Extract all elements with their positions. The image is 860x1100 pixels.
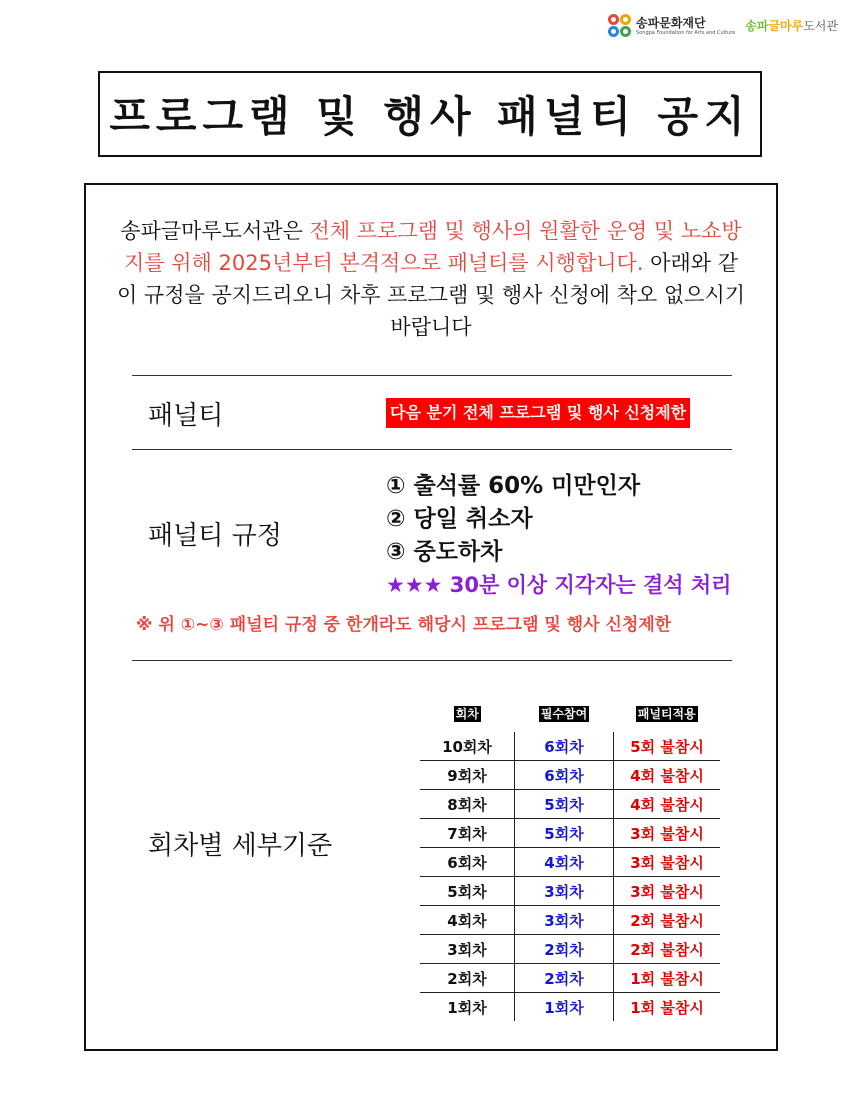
library-logo — [745, 20, 838, 32]
criteria-header-required: 필수참여 — [540, 707, 588, 721]
page-title: 프로그램 및 행사 패널티 공지 — [109, 92, 751, 141]
table-row — [420, 935, 720, 964]
foundation-knot-icon — [608, 14, 632, 38]
late-arrival-note: ★★★ 30분 이상 지각자는 결석 처리 — [386, 573, 732, 597]
required-cell: 4회차 — [515, 848, 614, 877]
session-cell: 2회차 — [420, 964, 515, 993]
rules-label: 패널티 규정 — [148, 521, 282, 551]
required-cell: 1회차 — [515, 993, 614, 1022]
session-cell: 5회차 — [420, 877, 515, 906]
session-cell: 7회차 — [420, 819, 515, 848]
penalty-cell: 3회 불참시 — [614, 848, 721, 877]
session-cell: 9회차 — [420, 761, 515, 790]
notice-content-box — [84, 183, 778, 1051]
table-row — [420, 993, 720, 1022]
rule-item: ③ 중도하차 — [386, 539, 503, 565]
divider — [132, 449, 732, 450]
session-cell: 10회차 — [442, 737, 492, 756]
table-row — [420, 761, 720, 790]
rule-item: ② 당일 취소자 — [386, 506, 533, 532]
library-name-part2: 글마루 — [768, 19, 804, 33]
required-cell: 2회차 — [515, 935, 614, 964]
intro-paragraph — [116, 215, 746, 343]
rules-footnote: ※ 위 ①~③ 패널티 규정 중 한개라도 해당시 프로그램 및 행사 신청제한 — [136, 615, 672, 635]
table-row — [420, 964, 720, 993]
required-cell: 6회차 — [515, 732, 614, 761]
required-cell: 6회차 — [515, 761, 614, 790]
table-row — [420, 732, 720, 761]
penalty-cell: 3회 불참시 — [614, 819, 721, 848]
divider — [132, 375, 732, 376]
required-cell: 5회차 — [515, 790, 614, 819]
criteria-table — [420, 703, 720, 1021]
library-name-part3: 도서관 — [803, 19, 838, 33]
intro-text-highlight: 전체 프로그램 및 행사의 원활한 운영 및 노쇼방지를 위해 2025년부터 본격적으로 패널티를 시행합니다. — [124, 219, 742, 275]
penalty-cell: 5회 불참시 — [614, 732, 721, 761]
foundation-name: 송파문화재단 — [636, 15, 706, 30]
penalty-cell: 1회 불참시 — [614, 993, 721, 1022]
penalty-cell: 2회 불참시 — [614, 906, 721, 935]
penalty-value-badge: 다음 분기 전체 프로그램 및 행사 신청제한 — [386, 398, 690, 428]
penalty-cell: 3회 불참시 — [614, 877, 721, 906]
foundation-subtitle: Songpa Foundation for Arts and Culture — [636, 29, 736, 36]
rules-list — [386, 470, 731, 602]
penalty-cell: 4회 불참시 — [614, 790, 721, 819]
session-cell: 8회차 — [420, 790, 515, 819]
required-cell: 2회차 — [515, 964, 614, 993]
foundation-logo — [608, 14, 735, 38]
divider — [132, 660, 732, 661]
intro-text-part1: 송파글마루도서관은 — [120, 219, 310, 243]
penalty-label: 패널티 — [148, 401, 224, 431]
header-logos — [608, 14, 838, 38]
criteria-label: 회차별 세부기준 — [148, 831, 333, 861]
table-row — [420, 877, 720, 906]
session-cell: 4회차 — [420, 906, 515, 935]
penalty-cell: 4회 불참시 — [614, 761, 721, 790]
table-row — [420, 790, 720, 819]
session-cell: 6회차 — [420, 848, 515, 877]
required-cell: 3회차 — [515, 877, 614, 906]
required-cell: 5회차 — [515, 819, 614, 848]
rule-item: ① 출석률 60% 미만인자 — [386, 473, 641, 499]
session-cell: 1회차 — [420, 993, 515, 1022]
required-cell: 3회차 — [515, 906, 614, 935]
library-name-part1: 송파 — [745, 19, 769, 33]
intro-text-part3: 아래와 같이 규정을 공지드리오니 차후 프로그램 및 행사 신청에 착오 없으시기 바랍니다 — [116, 251, 746, 339]
penalty-cell: 1회 불참시 — [614, 964, 721, 993]
criteria-header-session: 회차 — [455, 707, 479, 721]
title-box — [98, 71, 762, 157]
table-row — [420, 819, 720, 848]
criteria-header-penalty: 패널티적용 — [637, 707, 696, 721]
session-cell: 3회차 — [420, 935, 515, 964]
table-row — [420, 906, 720, 935]
penalty-cell: 2회 불참시 — [614, 935, 721, 964]
table-row — [420, 848, 720, 877]
